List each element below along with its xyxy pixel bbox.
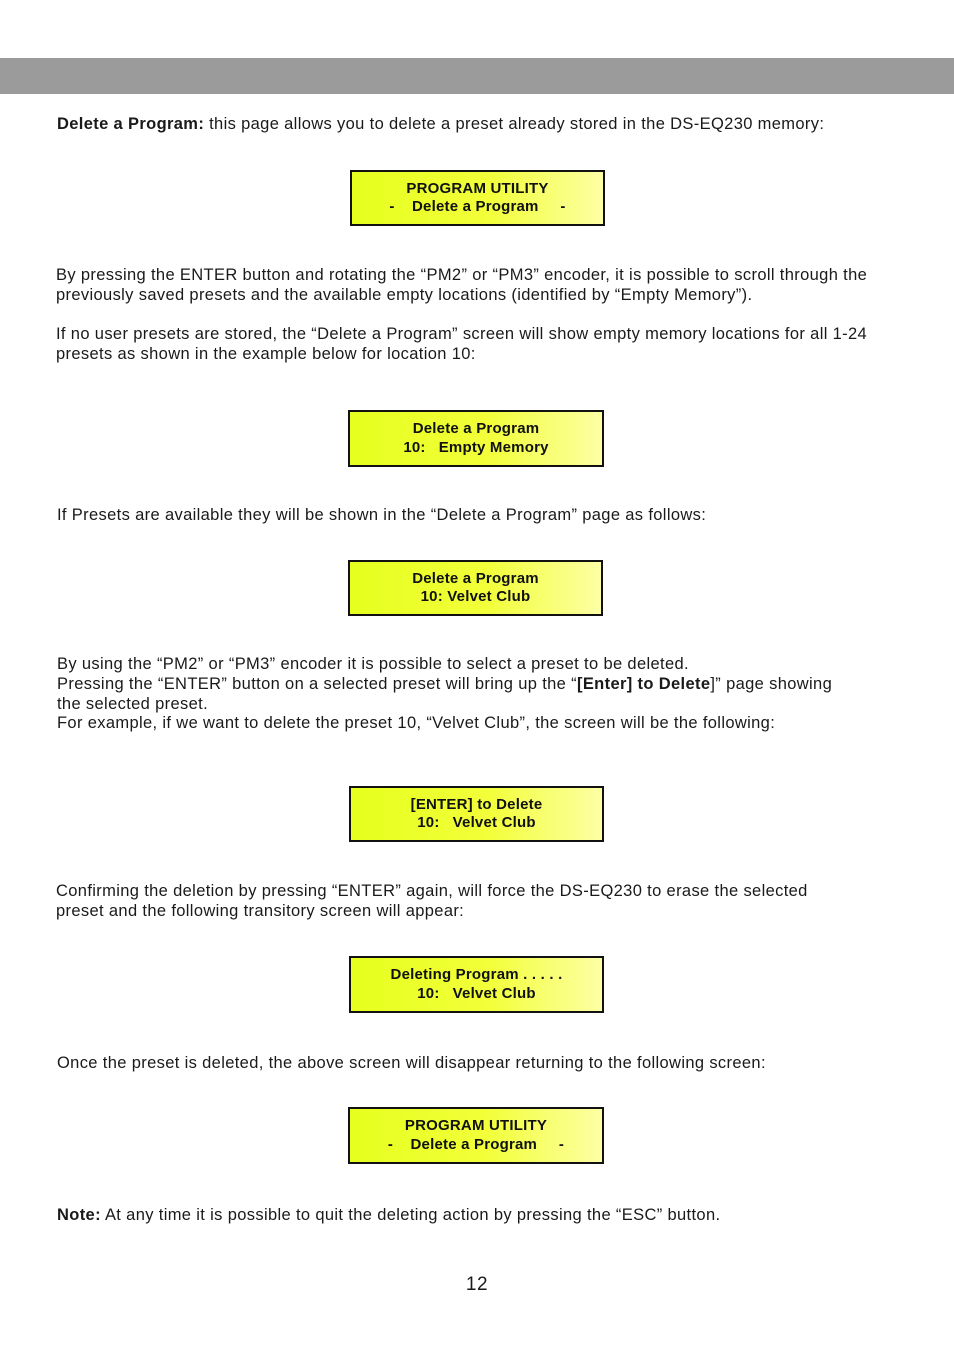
paragraph-text: By using the “PM2” or “PM3” encoder it is possible to select a preset to be deleted. <box>57 655 689 673</box>
lcd-line-2: - Delete a Program - <box>387 1135 565 1153</box>
lcd-screen-deleting-program <box>349 956 604 1013</box>
lcd-screen-preset-velvet-club <box>348 560 603 616</box>
lcd-line-1: Deleting Program . . . . . <box>390 966 563 983</box>
paragraph-text: By pressing the ENTER button and rotating the “PM2” or “PM3” encoder, it is possible to scroll through the previously saved presets and the available empty locations (identified by “Empty Memory”). <box>56 266 868 304</box>
enter-to-delete-label: [Enter] to Delete <box>576 675 711 693</box>
paragraph-text: If no user presets are stored, the “Delete a Program” screen will show empty memory locations for all 1-24 presets as shown in the example below for location 10: <box>56 325 868 363</box>
page-number: 12 <box>465 1274 489 1295</box>
lcd-line-2: 10: Velvet Club <box>420 588 531 605</box>
lcd-screen-enter-to-delete <box>349 786 604 842</box>
lcd-screen-program-utility <box>350 170 605 226</box>
text-run: ]” page showing the selected preset. <box>57 675 833 713</box>
note-label: Note: <box>57 1206 101 1224</box>
text-run: Pressing the “ENTER” button on a selected preset will bring up the “ <box>57 675 577 693</box>
paragraph-text <box>57 675 857 714</box>
intro-label: Delete a Program: <box>57 115 205 133</box>
lcd-line-1: [ENTER] to Delete <box>410 795 543 813</box>
lcd-line-1: Delete a Program <box>412 569 539 587</box>
note-paragraph <box>57 1206 897 1226</box>
header-bar <box>0 58 954 94</box>
lcd-line-2: 10: Velvet Club <box>417 984 536 1002</box>
paragraph-presets-available: If Presets are available they will be shown in the “Delete a Program” page as follows: <box>57 506 707 524</box>
lcd-line-2: - Delete a Program - <box>389 198 566 215</box>
lcd-line-1: PROGRAM UTILITY <box>406 179 549 197</box>
paragraph-confirm-deletion: Confirming the deletion by pressing “ENTER” again, will force the DS-EQ230 to erase the selected preset and the following transitory screen will appear: <box>56 882 808 920</box>
lcd-line-2: 10: Velvet Club <box>417 814 536 831</box>
lcd-screen-empty-memory <box>348 410 604 467</box>
note-text: At any time it is possible to quit the deleting action by pressing the “ESC” button. <box>100 1206 721 1224</box>
lcd-line-1: PROGRAM UTILITY <box>404 1117 548 1134</box>
intro-paragraph <box>57 115 847 135</box>
lcd-line-1: Delete a Program <box>412 420 540 437</box>
paragraph-text: For example, if we want to delete the preset 10, “Velvet Club”, the screen will be the following: <box>57 714 776 732</box>
lcd-screen-program-utility-return <box>348 1107 604 1164</box>
intro-text: this page allows you to delete a preset already stored in the DS-EQ230 memory: <box>204 115 825 133</box>
paragraph-preset-deleted: Once the preset is deleted, the above screen will disappear returning to the following screen: <box>57 1054 766 1072</box>
lcd-line-2: 10: Empty Memory <box>403 438 549 456</box>
